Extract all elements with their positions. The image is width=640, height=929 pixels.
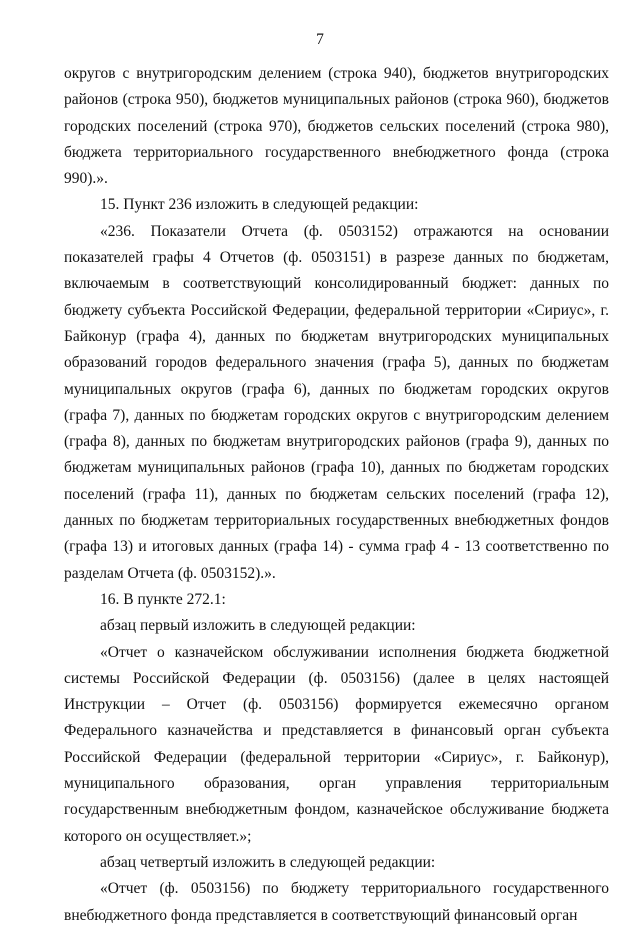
paragraph: «Отчет о казначейском обслуживании исполнения бюджета бюджетной системы Российской Федерации (ф. 0503156) (далее в целях настоящей Инструкции – Отчет (ф. 0503156) формируется ежемесячно органом Федерального казначейства и представляется в финансовый орган субъекта Российской Федерации (федеральной территории «Сириус», г. Байконур), муниципального образования, орган управления территориальным государственным внебюджетным фондом, казначейское обслуживание бюджета которого он осуществляет.»; bbox=[64, 643, 609, 845]
paragraph: «236. Показатели Отчета (ф. 0503152) отражаются на основании показателей графы 4 Отчетов (ф. 0503151) в разрезе данных по бюджетам, включаемым в соответствующий консолидированный бюджет: данных по бюджету субъекта Российской Федерации, федеральной территории «Сириус», г. Байконур (графа 4), данных по бюджетам внутригородских муниципальных образований городов федерального значения (графа 5), данных по бюджетам муниципальных округов (графа 6), данных по бюджетам городских округов (графа 7), данных по бюджетам городских округов с внутригородским делением (графа 8), данных по бюджетам внутригородских районов (графа 9), данных по бюджетам муниципальных районов (графа 10), данных по бюджетам городских поселений (графа 11), данных по бюджетам сельских поселений (графа 12), данных по бюджетам территориальных государственных внебюджетных фондов (графа 13) и итоговых данных (графа 14) - сумма граф 4 - 13 соответственно по разделам Отчета (ф. 0503152).». bbox=[64, 222, 609, 582]
paragraph: 16. В пункте 272.1: bbox=[100, 590, 226, 608]
paragraph: округов с внутригородским делением (строка 940), бюджетов внутригородских районов (строка 950), бюджетов муниципальных районов (строка 960), бюджетов городских поселений (строка 970), бюджетов сельских поселений (строка 980), бюджета территориального государственного внебюджетного фонда (строка 990).». bbox=[64, 65, 609, 188]
paragraph: «Отчет (ф. 0503156) по бюджету территориального государственного внебюджетного фонда представляется в соответствующий финансовый орган bbox=[64, 880, 609, 924]
paragraph: абзац четвертый изложить в следующей редакции: bbox=[100, 853, 436, 871]
page-number: 7 bbox=[316, 31, 324, 48]
paragraph: 15. Пункт 236 изложить в следующей редакции: bbox=[100, 196, 419, 214]
paragraph: абзац первый изложить в следующей редакции: bbox=[100, 617, 416, 635]
document-body bbox=[64, 61, 609, 929]
